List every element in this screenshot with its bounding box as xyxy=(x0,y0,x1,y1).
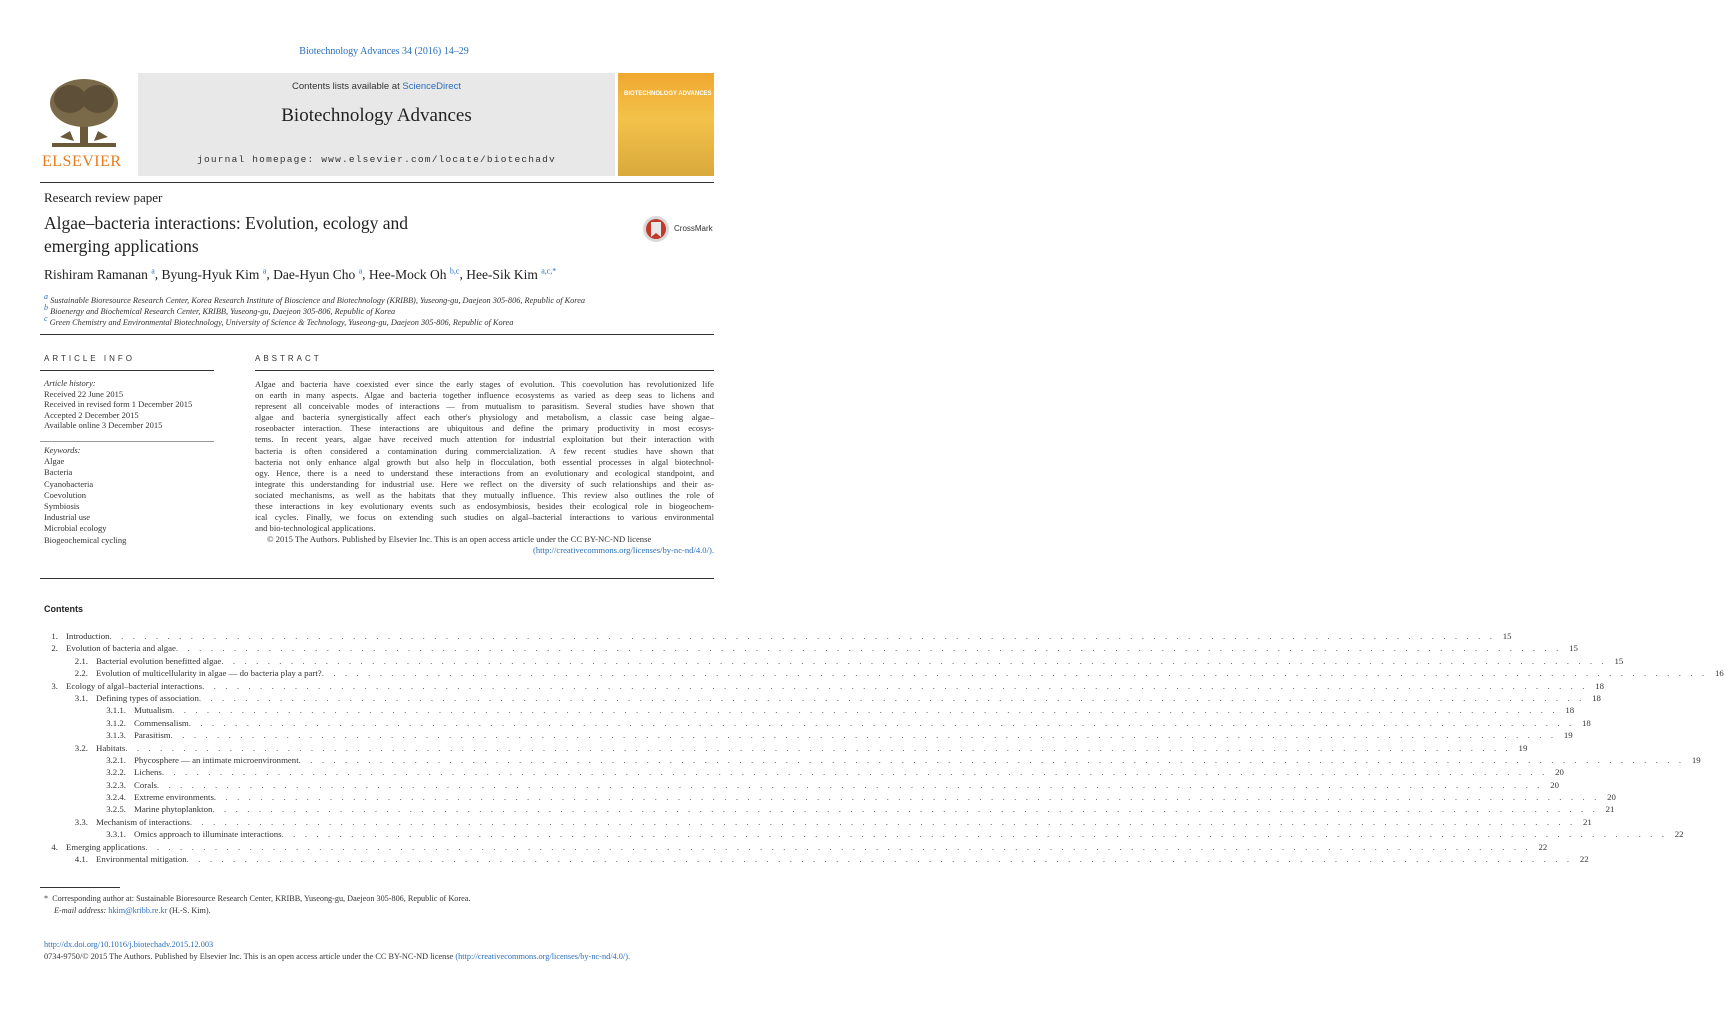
toc-number: 2.1. xyxy=(74,655,88,666)
divider xyxy=(40,441,214,442)
article-title xyxy=(44,212,564,258)
abstract-line: integrate this understanding for industrial use. Here we reflect on the diversity of such relationships and their as- xyxy=(255,478,714,489)
keyword: Coevolution xyxy=(44,489,87,500)
toc-entry[interactable] xyxy=(44,779,1559,791)
toc-title: Introduction xyxy=(58,630,110,642)
toc-leader-dots: . . . . . . . . . . . . . . . . . . . . . . . . . . . . . . . . . . . . . . . . . . . . . . . . . . . . . . . . . . . . . . . . . . . . . . . . . . . . . . . . . . . . . . . . . . . . . . . . . . . . . . . . . . . . . . . . . . . . . . . . xyxy=(145,841,1532,852)
toc-leader-dots: . . . . . . . . . . . . . . . . . . . . . . . . . . . . . . . . . . . . . . . . . . . . . . . . . . . . . . . . . . . . . . . . . . . . . . . . . . . . . . . . . . . . . . . . . . . . . . . . . . . . . . . . . . . . . . . . . . . . . . . . xyxy=(175,643,1562,654)
toc-title: Parasitism xyxy=(126,729,171,741)
crossmark-label: CrossMark xyxy=(674,224,713,233)
divider xyxy=(40,182,714,183)
author-list: Rishiram Ramanan $^a$, Byung-Hyuk Kim $^a$, Dae-Hyun Cho $^a$, Hee-Mock Oh $^{b,c}$, Hee-Sik Kim $^{a,c,*}$ xyxy=(44,266,557,282)
toc-title: Mechanism of interactions xyxy=(88,816,190,828)
toc-title: Emerging applications xyxy=(58,841,145,853)
toc-number: 4.1. xyxy=(74,854,88,865)
contents-prefix: Contents lists available at xyxy=(292,81,403,92)
abstract-line: ical cycles. Finally, we focus on extending such studies on algal–bacterial interactions to various environmental xyxy=(255,512,714,523)
toc-number: 4. xyxy=(51,841,58,852)
abstract-line: roseobacter interaction. These interactions are ubiquitous and define the primary productivity in most ecosys- xyxy=(255,423,714,434)
toc-page-number: 16 xyxy=(1714,668,1724,679)
toc-entry[interactable] xyxy=(44,704,1575,716)
keyword: Biogeochemical cycling xyxy=(44,534,127,545)
contents-heading: Contents xyxy=(44,604,83,614)
cover-title: BIOTECHNOLOGY ADVANCES xyxy=(624,91,712,97)
toc-number: 2. xyxy=(51,643,58,654)
email-line xyxy=(44,905,470,917)
toc-entry[interactable] xyxy=(44,667,1724,679)
elsevier-tree-logo xyxy=(40,75,128,171)
toc-number: 3.1.1. xyxy=(106,705,126,716)
toc-number: 3.2. xyxy=(74,742,88,753)
email-link[interactable]: hkim@kribb.re.kr xyxy=(108,905,168,915)
author[interactable]: Dae-Hyun Cho $^a$ xyxy=(273,266,363,282)
toc-title: Corals xyxy=(126,779,157,791)
toc-leader-dots: . . . . . . . . . . . . . . . . . . . . . . . . . . . . . . . . . . . . . . . . . . . . . . . . . . . . . . . . . . . . . . . . . . . . . . . . . . . . . . . . . . . . . . . . . . . . . . . . . . . . . . . . . . . . . . . . . . . . . . . . xyxy=(298,754,1685,765)
history-item: Received in revised form 1 December 2015 xyxy=(44,399,193,409)
issn-text: 0734-9750/© 2015 The Authors. Published by Elsevier Inc. This is an open access article under the CC BY-NC-ND license xyxy=(44,951,454,961)
toc-title: Evolution of multicellularity in algae — do bacteria play a part? xyxy=(88,667,322,679)
license-link[interactable]: (http://creativecommons.org/licenses/by-nc-nd/4.0/). xyxy=(533,545,714,556)
article-info-heading: ARTICLE INFO xyxy=(44,354,135,363)
toc-page-number: 20 xyxy=(1550,779,1559,790)
toc-leader-dots: . . . . . . . . . . . . . . . . . . . . . . . . . . . . . . . . . . . . . . . . . . . . . . . . . . . . . . . . . . . . . . . . . . . . . . . . . . . . . . . . . . . . . . . . . . . . . . . . . . . . . . . . . . . . . . . . . . . . . . . . xyxy=(156,779,1543,790)
history-label: Article history: xyxy=(44,378,96,388)
toc-title: Commensalism xyxy=(126,717,189,729)
abstract-line: on earth in many aspects. Algae and bacteria together influence ecosystems as varied as deep seas to lichens and xyxy=(255,390,714,401)
keywords-label: Keywords: xyxy=(44,445,81,455)
keyword: Bacteria xyxy=(44,467,73,478)
homepage-link[interactable]: www.elsevier.com/locate/biotechadv xyxy=(321,154,556,165)
corresponding-author-note xyxy=(44,893,470,905)
toc-number: 3.2.5. xyxy=(106,804,126,815)
email-label: E-mail address: xyxy=(54,905,107,915)
toc-page-number: 15 xyxy=(1502,631,1512,641)
toc-entry[interactable] xyxy=(44,642,1578,654)
author[interactable]: Hee-Mock Oh $^{b,c}$ xyxy=(368,266,460,282)
affiliation: $^a$ Sustainable Bioresource Research Center, Korea Research Institute of Bioscience and Biotechnology (KRIBB), Yuseong-gu, Daejeon 305-806, Republic of Korea xyxy=(44,292,586,305)
toc-entry[interactable] xyxy=(44,680,1605,692)
toc-entry[interactable] xyxy=(44,655,1624,667)
toc-number: 3.2.4. xyxy=(106,792,126,803)
toc-entry[interactable] xyxy=(44,841,1548,853)
toc-page-number: 20 xyxy=(1607,792,1616,803)
toc-title: Habitats xyxy=(88,742,125,754)
toc-leader-dots: . . . . . . . . . . . . . . . . . . . . . . . . . . . . . . . . . . . . . . . . . . . . . . . . . . . . . . . . . . . . . . . . . . . . . . . . . . . . . . . . . . . . . . . . . . . . . . . . . . . . . . . . . . . . . . . . . . . . . . . . xyxy=(213,792,1600,803)
toc-leader-dots: . . . . . . . . . . . . . . . . . . . . . . . . . . . . . . . . . . . . . . . . . . . . . . . . . . . . . . . . . . . . . . . . . . . . . . . . . . . . . . . . . . . . . . . . . . . . . . . . . . . . . . . . . . . . . . . . . . . . . . . . xyxy=(189,816,1576,827)
toc-leader-dots: . . . . . . . . . . . . . . . . . . . . . . . . . . . . . . . . . . . . . . . . . . . . . . . . . . . . . . . . . . . . . . . . . . . . . . . . . . . . . . . . . . . . . . . . . . . . . . . . . . . . . . . . . . . . . . . . . . . . . . . . xyxy=(221,655,1608,666)
article-history xyxy=(44,378,214,431)
toc-number: 3.1. xyxy=(74,692,88,703)
history-item: Available online 3 December 2015 xyxy=(44,420,163,430)
history-item: Accepted 2 December 2015 xyxy=(44,409,139,420)
abstract-line: Algae and bacteria have coexisted ever since the early stages of evolution. This coevolution has revolutionized life xyxy=(255,379,714,389)
toc-leader-dots: . . . . . . . . . . . . . . . . . . . . . . . . . . . . . . . . . . . . . . . . . . . . . . . . . . . . . . . . . . . . . . . . . . . . . . . . . . . . . . . . . . . . . . . . . . . . . . . . . . . . . . . . . . . . . . . . . . . . . . . . xyxy=(170,730,1557,741)
abstract-line: bacteria is often considered a contamination during commercialization. A few recent studies have shown that xyxy=(255,445,714,456)
toc-title: Defining types of association xyxy=(88,692,199,704)
toc-leader-dots: . . . . . . . . . . . . . . . . . . . . . . . . . . . . . . . . . . . . . . . . . . . . . . . . . . . . . . . . . . . . . . . . . . . . . . . . . . . . . . . . . . . . . . . . . . . . . . . . . . . . . . . . . . . . . . . . . . . . . . . . xyxy=(125,742,1512,753)
toc-leader-dots: . . . . . . . . . . . . . . . . . . . . . . . . . . . . . . . . . . . . . . . . . . . . . . . . . . . . . . . . . . . . . . . . . . . . . . . . . . . . . . . . . . . . . . . . . . . . . . . . . . . . . . . . . . . . . . . . . . . . . . . . xyxy=(186,854,1573,865)
toc-page-number: 18 xyxy=(1592,692,1601,703)
table-of-contents xyxy=(44,630,1724,865)
title-line-1: Algae–bacteria interactions: Evolution, ecology and xyxy=(44,213,408,233)
toc-page-number: 19 xyxy=(1691,754,1701,765)
toc-title: Ecology of algal–bacterial interactions xyxy=(58,680,202,692)
title-line-2: emerging applications xyxy=(44,236,199,256)
toc-number: 3.3. xyxy=(74,816,88,827)
abstract-line: ogy. Hence, there is a need to understand these interactions from an evolutionary and ecological standpoint, and xyxy=(255,467,714,478)
footnote-marker: * xyxy=(44,894,49,903)
divider xyxy=(40,370,214,371)
page-footer xyxy=(44,939,630,962)
footer-license-link[interactable]: (http://creativecommons.org/licenses/by-nc-nd/4.0/). xyxy=(455,951,631,961)
keyword: Microbial ecology xyxy=(44,523,107,534)
toc-entry[interactable] xyxy=(44,828,1684,840)
toc-title: Omics approach to illuminate interactions xyxy=(126,828,282,840)
toc-entry[interactable] xyxy=(44,692,1601,704)
abstract-line: bacteria not only enhance algal growth but also help in flocculation, both essential processes in algal biotechnol- xyxy=(255,456,714,467)
footnote-divider xyxy=(40,887,120,888)
toc-leader-dots: . . . . . . . . . . . . . . . . . . . . . . . . . . . . . . . . . . . . . . . . . . . . . . . . . . . . . . . . . . . . . . . . . . . . . . . . . . . . . . . . . . . . . . . . . . . . . . . . . . . . . . . . . . . . . . . . . . . . . . . . xyxy=(212,804,1599,815)
affiliation: $^c$ Green Chemistry and Environmental Biotechnology, University of Science & Technology, Yuseong-gu, Daejeon 305-806, Republic of Korea xyxy=(44,314,514,327)
abstract-line: algae and bacteria synergistically affect each other's physiology and metabolism, a classic case being algae– xyxy=(255,412,714,423)
toc-number: 3.1.3. xyxy=(106,730,126,741)
divider xyxy=(255,370,714,371)
crossmark-icon xyxy=(642,214,670,244)
toc-number: 3.2.3. xyxy=(106,779,126,790)
toc-page-number: 18 xyxy=(1565,705,1575,716)
toc-page-number: 15 xyxy=(1614,655,1624,666)
abstract-line: and bio-technological applications. xyxy=(255,523,376,534)
toc-title: Phycosphere — an intimate microenvironment xyxy=(126,754,299,766)
abstract-line: these interactions in key evolutionary events such as endosymbiosis, besides their ecological role in biogeochem- xyxy=(255,501,714,512)
abstract-heading: ABSTRACT xyxy=(255,354,322,363)
issn-line xyxy=(44,951,630,963)
journal-banner xyxy=(138,73,615,176)
toc-page-number: 22 xyxy=(1674,829,1684,840)
toc-page-number: 21 xyxy=(1583,816,1592,827)
footnote xyxy=(44,893,470,916)
toc-title: Marine phytoplankton xyxy=(126,803,212,815)
toc-page-number: 22 xyxy=(1538,841,1548,852)
toc-title: Environmental mitigation xyxy=(88,853,187,865)
toc-entry[interactable] xyxy=(44,816,1592,828)
toc-entry[interactable] xyxy=(44,729,1573,741)
author[interactable]: Rishiram Ramanan $^a$ xyxy=(44,266,155,282)
toc-entry[interactable] xyxy=(44,803,1615,815)
keywords xyxy=(44,445,214,546)
toc-page-number: 19 xyxy=(1518,742,1528,753)
crossmark-badge[interactable] xyxy=(642,214,722,246)
toc-page-number: 18 xyxy=(1595,680,1605,691)
contents-available-line xyxy=(138,81,615,92)
abstract-body xyxy=(255,379,714,557)
keyword: Industrial use xyxy=(44,512,91,523)
toc-title: Lichens xyxy=(126,766,162,778)
toc-page-number: 19 xyxy=(1563,730,1573,741)
toc-leader-dots: . . . . . . . . . . . . . . . . . . . . . . . . . . . . . . . . . . . . . . . . . . . . . . . . . . . . . . . . . . . . . . . . . . . . . . . . . . . . . . . . . . . . . . . . . . . . . . . . . . . . . . . . . . . . . . . . . . . . . . . . xyxy=(172,705,1559,716)
author[interactable]: Hee-Sik Kim $^{a,c,*}$ xyxy=(466,266,557,282)
toc-entry[interactable] xyxy=(44,630,1512,642)
toc-leader-dots: . . . . . . . . . . . . . . . . . . . . . . . . . . . . . . . . . . . . . . . . . . . . . . . . . . . . . . . . . . . . . . . . . . . . . . . . . . . . . . . . . . . . . . . . . . . . . . . . . . . . . . . . . . . . . . . . . . . . . . . . xyxy=(198,692,1585,703)
journal-reference[interactable]: Biotechnology Advances 34 (2016) 14–29 xyxy=(299,46,469,57)
toc-number: 2.2. xyxy=(74,668,88,679)
abstract-line: tems. In recent years, algae have received much attention for industrial exploitation but their interaction with xyxy=(255,434,714,445)
masthead xyxy=(40,73,714,176)
footnote-text: Corresponding author at: Sustainable Bioresource Research Center, KRIBB, Yuseong-gu, Daejeon 305-806, Republic of Korea. xyxy=(52,894,471,903)
toc-entry[interactable] xyxy=(44,742,1528,754)
toc-number: 3. xyxy=(51,680,58,691)
abstract-line: sociated mechanisms, as well as the habitats that they mutually influence. This review also outlines the role of xyxy=(255,489,714,500)
doi-link[interactable]: http://dx.doi.org/10.1016/j.biotechadv.2015.12.003 xyxy=(44,940,214,949)
toc-leader-dots: . . . . . . . . . . . . . . . . . . . . . . . . . . . . . . . . . . . . . . . . . . . . . . . . . . . . . . . . . . . . . . . . . . . . . . . . . . . . . . . . . . . . . . . . . . . . . . . . . . . . . . . . . . . . . . . . . . . . . . . . xyxy=(109,631,1496,641)
toc-page-number: 20 xyxy=(1555,767,1564,778)
divider xyxy=(40,334,714,335)
toc-number: 1. xyxy=(51,631,58,641)
journal-title: Biotechnology Advances xyxy=(281,105,472,126)
toc-leader-dots: . . . . . . . . . . . . . . . . . . . . . . . . . . . . . . . . . . . . . . . . . . . . . . . . . . . . . . . . . . . . . . . . . . . . . . . . . . . . . . . . . . . . . . . . . . . . . . . . . . . . . . . . . . . . . . . . . . . . . . . . xyxy=(321,668,1708,679)
toc-entry[interactable] xyxy=(44,717,1591,729)
author[interactable]: Byung-Hyuk Kim $^a$ xyxy=(161,266,267,282)
keyword: Symbiosis xyxy=(44,501,80,512)
sciencedirect-link[interactable]: ScienceDirect xyxy=(402,81,461,92)
toc-page-number: 22 xyxy=(1579,854,1589,865)
toc-leader-dots: . . . . . . . . . . . . . . . . . . . . . . . . . . . . . . . . . . . . . . . . . . . . . . . . . . . . . . . . . . . . . . . . . . . . . . . . . . . . . . . . . . . . . . . . . . . . . . . . . . . . . . . . . . . . . . . . . . . . . . . . xyxy=(202,680,1589,691)
toc-page-number: 15 xyxy=(1569,643,1578,654)
toc-title: Mutualism xyxy=(126,704,172,716)
toc-number: 3.2.1. xyxy=(106,754,126,765)
divider xyxy=(40,578,714,579)
email-suffix: (H.-S. Kim). xyxy=(169,905,211,915)
toc-leader-dots: . . . . . . . . . . . . . . . . . . . . . . . . . . . . . . . . . . . . . . . . . . . . . . . . . . . . . . . . . . . . . . . . . . . . . . . . . . . . . . . . . . . . . . . . . . . . . . . . . . . . . . . . . . . . . . . . . . . . . . . . xyxy=(188,717,1575,728)
toc-entry[interactable] xyxy=(44,853,1589,865)
keyword: Algae xyxy=(44,456,65,467)
elsevier-wordmark: ELSEVIER xyxy=(42,153,122,170)
toc-number: 3.3.1. xyxy=(106,829,126,840)
affiliation: $^b$ Bioenergy and Biochemical Research Center, KRIBB, Yuseong-gu, Daejeon 305-806, Republic of Korea xyxy=(44,303,396,316)
history-item: Received 22 June 2015 xyxy=(44,388,124,399)
journal-homepage xyxy=(138,154,615,165)
toc-title: Evolution of bacteria and algae xyxy=(58,642,176,654)
toc-entry[interactable] xyxy=(44,766,1564,778)
homepage-prefix: journal homepage: xyxy=(197,154,322,165)
paper-type: Research review paper xyxy=(44,190,163,205)
toc-page-number: 18 xyxy=(1581,717,1591,728)
toc-leader-dots: . . . . . . . . . . . . . . . . . . . . . . . . . . . . . . . . . . . . . . . . . . . . . . . . . . . . . . . . . . . . . . . . . . . . . . . . . . . . . . . . . . . . . . . . . . . . . . . . . . . . . . . . . . . . . . . . . . . . . . . . xyxy=(281,829,1668,840)
toc-leader-dots: . . . . . . . . . . . . . . . . . . . . . . . . . . . . . . . . . . . . . . . . . . . . . . . . . . . . . . . . . . . . . . . . . . . . . . . . . . . . . . . . . . . . . . . . . . . . . . . . . . . . . . . . . . . . . . . . . . . . . . . . xyxy=(161,767,1548,778)
journal-cover-thumbnail[interactable] xyxy=(618,73,714,176)
toc-page-number: 21 xyxy=(1605,804,1615,815)
toc-title: Bacterial evolution benefitted algae xyxy=(88,655,221,667)
abstract-line: represent all conceivable modes of interactions — from mutualism to parasitism. Several studies have shown that xyxy=(255,401,714,412)
toc-title: Extreme environments xyxy=(126,791,214,803)
abstract-copyright: © 2015 The Authors. Published by Elsevier Inc. This is an open access article under the CC BY-NC-ND license xyxy=(267,534,652,545)
toc-entry[interactable] xyxy=(44,791,1616,803)
abstract-license xyxy=(255,545,714,556)
toc-entry[interactable] xyxy=(44,754,1701,766)
toc-number: 3.2.2. xyxy=(106,767,126,778)
toc-number: 3.1.2. xyxy=(106,717,126,728)
keyword: Cyanobacteria xyxy=(44,478,94,489)
